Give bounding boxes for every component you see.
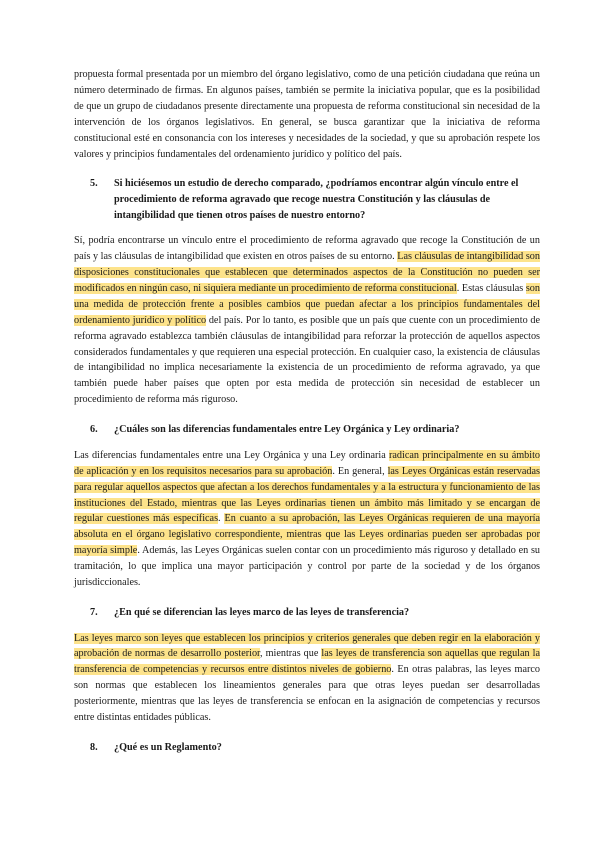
question-number: 5. [90, 178, 98, 190]
paragraph-iniciativa: propuesta formal presentada por un miembro del órgano legislativo, como de una petición ciudadana que reúna un número determinado de firmas. En algunos países, también se permite la iniciativa popular, que es la posibilidad de que un grupo de ciudadanos presente directamente una propuesta de reforma constitucional sin necesidad de la intervención de los órganos legislativos. En general, se busca garantizar que la iniciativa de reforma constitucional esté en consonancia con los intereses y necesidades de la sociedad, y que su aprobación respete los valores y principios fundamentales del ordenamiento jurídico y político del país. [74, 69, 540, 160]
answer-6: Las diferencias fundamentales entre una Ley Orgánica y una Ley ordinaria radican principalmente en su ámbito de aplicación y en los requisitos necesarios para su aprobación. En general, las Leyes Orgánicas están reservadas para regular aquellos aspectos que afectan a los derechos fundamentales y a la estructura y funcionamiento de las instituciones del Estado, mientras que las Leyes ordinarias tienen un ámbito más limitado y se encargan de regular cuestiones más específicas. En cuanto a su aprobación, las Leyes Orgánicas requieren de una mayoría absoluta en el órgano legislativo correspondiente, mientras que las Leyes ordinarias pueden ser aprobadas por mayoría simple. Además, las Leyes Orgánicas suelen contar con un procedimiento más riguroso y detallado en su tramitación, lo que implica una mayor participación y control por parte de la sociedad y de los órganos jurisdiccionales. [74, 449, 541, 589]
question-5 [74, 176, 540, 223]
question-text: ¿Cuáles son las diferencias fundamentales entre Ley Orgánica y Ley ordinaria? [114, 424, 460, 436]
question-text: ¿En qué se diferencian las leyes marco de las leyes de transferencia? [114, 606, 410, 618]
question-number: 7. [90, 606, 98, 618]
question-7 [74, 605, 540, 621]
highlight: las Leyes Orgánicas están reservadas para regular aquellos aspectos que afectan a los derechos fundamentales y a la estructura y funcionamiento de las instituciones del Estado, mientras que las Leyes ordinarias tienen un ámbito más limitado y se encargan de regular cuestiones más específicas [74, 465, 540, 525]
question-text: Si hiciésemos un estudio de derecho comparado, ¿podríamos encontrar algún vínculo entre el procedimiento de reforma agravado que recoge nuestra Constitución y las cláusulas de intangibilidad que tienen otros países de nuestro entorno? [114, 178, 519, 221]
question-number: 8. [90, 741, 98, 753]
highlight: radican principalmente en su ámbito de aplicación y en los requisitos necesarios para su aprobación [74, 449, 541, 477]
answer-5: Sí, podría encontrarse un vínculo entre el procedimiento de reforma agravado que recoge la Constitución de un país y las cláusulas de intangibilidad que existen en otros países de su entorno. Las cláusulas de intangibilidad son disposiciones constitucionales que establecen que determinados aspectos de la Constitución no pueden ser modificados en ningún caso, ni siquiera mediante un procedimiento de reforma constitucional. Estas cláusulas son una medida de protección frente a posibles cambios que puedan afectar a los principios fundamentales del ordenamiento jurídico y político del país. Por lo tanto, es posible que un país que cuente con un procedimiento de reforma agravado establezca también cláusulas de intangibilidad para reforzar la protección de aquellos aspectos considerados fundamentales y que requieren una especial protección. En cualquier caso, la existencia de cláusulas de intangibilidad no implica necesariamente la existencia de un procedimiento de reforma agravado, ya que también puede haber países que opten por esta medida de protección sin necesidad de establecer un procedimiento de reforma más riguroso. [74, 235, 541, 406]
highlight: Las leyes marco son leyes que establecen los principios y criterios generales que deben regir en la elaboración y aprobación de normas de desarrollo posterior [74, 632, 540, 660]
highlight: son una medida de protección frente a posibles cambios que puedan afectar a los principios fundamentales del ordenamiento jurídico y político [74, 282, 540, 326]
highlight: En cuanto a su aprobación, las Leyes Orgánicas requieren de una mayoría absoluta en el órgano legislativo correspondiente, mientras que las Leyes ordinarias pueden ser aprobadas por mayoría simple [74, 513, 540, 557]
highlight: Las cláusulas de intangibilidad son disposiciones constitucionales que establecen que determinados aspectos de la Constitución no pueden ser modificados en ningún caso, ni siquiera mediante un procedimiento de reforma constitucional [74, 251, 540, 294]
highlight: las leyes de transferencia son aquellas que regulan la transferencia de competencias y recursos entre distintos niveles de gobierno [74, 648, 540, 676]
question-text: ¿Qué es un Reglamento? [114, 741, 222, 753]
answer-7: Las leyes marco son leyes que establecen los principios y criterios generales que deben regir en la elaboración y aprobación de normas de desarrollo posterior, mientras que las leyes de transferencia son aquellas que regulan la transferencia de competencias y recursos entre distintos niveles de gobierno. En otras palabras, las leyes marco son normas que establecen los lineamientos generales para que otras leyes puedan ser desarrolladas posteriormente, mientras que las leyes de transferencia se enfocan en la asignación de competencias y recursos entre distintas entidades públicas. [74, 632, 540, 724]
question-8 [74, 740, 540, 756]
question-6 [74, 422, 540, 438]
question-number: 6. [90, 424, 98, 436]
